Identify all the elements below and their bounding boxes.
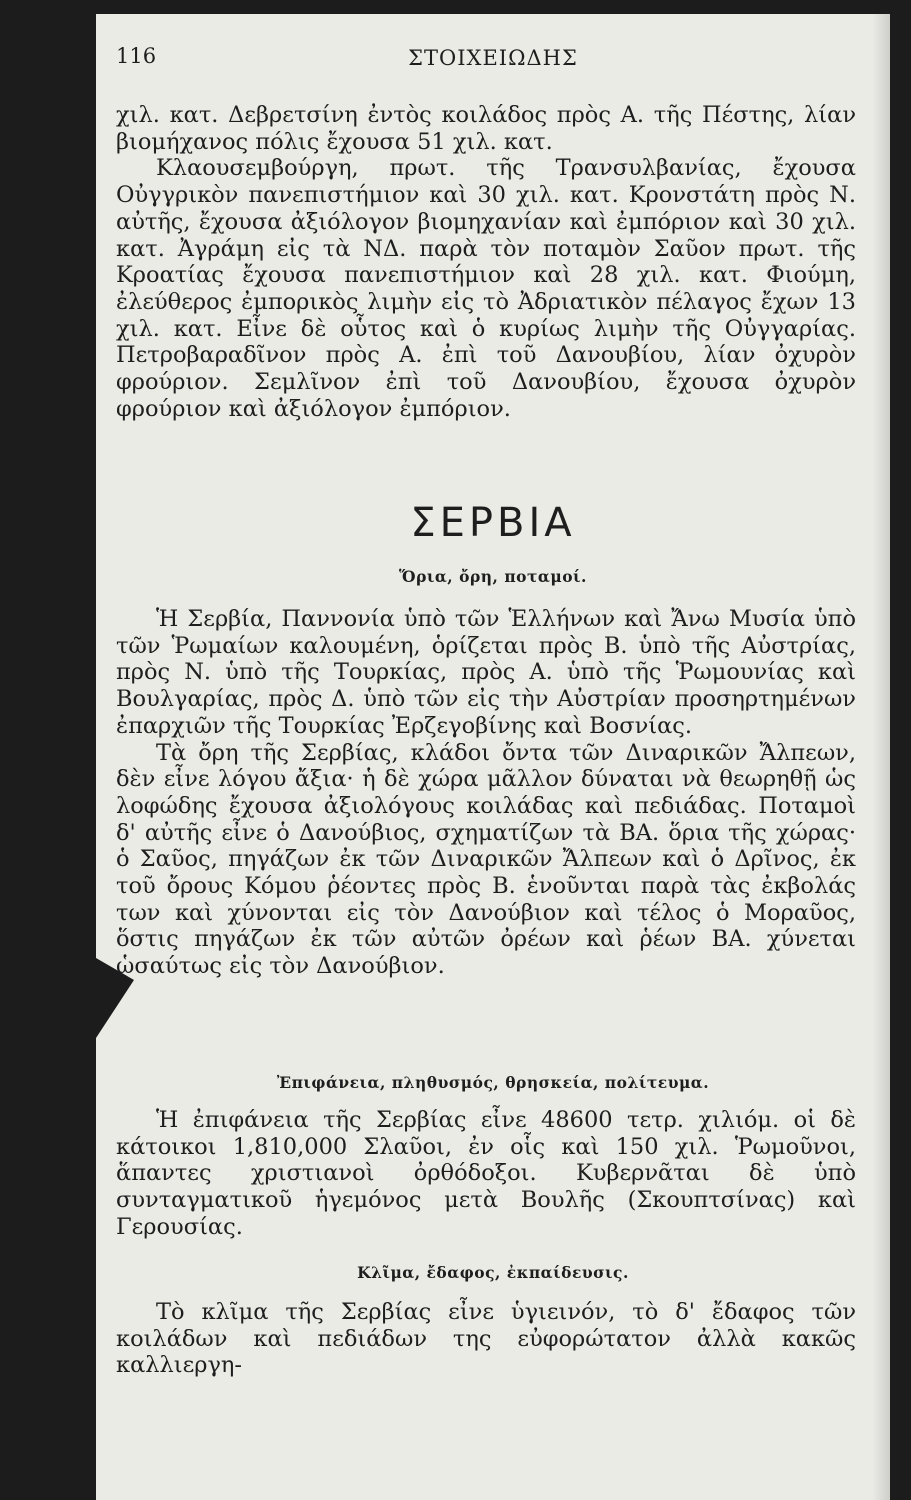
intro-paragraph-1: χιλ. κατ. Δεβρετσίνη ἐντὸς κοιλάδος πρὸς Α. τῆς Πέστης, λίαν βιομήχανος πόλις ἔχουσα 51 χιλ. κατ.	[116, 102, 856, 155]
torn-page-corner	[96, 958, 134, 1038]
climate-text	[116, 1299, 856, 1379]
subhead-area: Ἐπιφάνεια, πληθυσμός, θρησκεία, πολίτευμα.	[276, 1073, 710, 1092]
page-number: 116	[116, 44, 157, 68]
subhead-borders: Ὅρια, ὄρη, ποταμοί.	[399, 567, 587, 586]
borders-text	[116, 606, 856, 980]
area-text	[116, 1107, 856, 1241]
book-page	[96, 14, 890, 1500]
section-title: ΣΕΡΒΙΑ	[410, 500, 576, 546]
subhead-climate: Κλῖμα, ἔδαφος, ἐκπαίδευσις.	[357, 1263, 629, 1282]
borders-paragraph-1: Ἡ Σερβία, Παννονία ὑπὸ τῶν Ἑλλήνων καὶ Ἄνω Μυσία ὑπὸ τῶν Ῥωμαίων καλουμένη, ὁρίζεται πρὸς Β. ὑπὸ τῆς Αὐστρίας, πρὸς Ν. ὑπὸ τῆς Τουρκίας, πρὸς Α. ὑπὸ τῆς Ῥωμουνίας καὶ Βουλγαρίας, πρὸς Δ. ὑπὸ τῶν εἰς τὴν Αὐστρίαν προσηρτημένων ἐπαρχιῶν τῆς Τουρκίας Ἐρζεγοβίνης καὶ Βοσνίας.	[116, 606, 856, 739]
intro-paragraph-2: Κλαουσεμβούργη, πρωτ. τῆς Τρανσυλβανίας, ἔχουσα Οὐγγρικὸν πανεπιστήμιον καὶ 30 χιλ. κατ. Κρονστάτη πρὸς Ν. αὐτῆς, ἔχουσα ἀξιόλογον βιομηχανίαν καὶ ἐμπόριον καὶ 30 χιλ. κατ. Ἀγράμη εἰς τὰ ΝΔ. παρὰ τὸν ποταμὸν Σαῦον πρωτ. τῆς Κροατίας ἔχουσα πανεπιστήμιον καὶ 28 χιλ. κατ. Φιούμη, ἐλεύθερος ἐμπορικὸς λιμὴν εἰς τὸ Ἀδριατικὸν πέλαγος ἔχων 13 χιλ. κατ. Εἶνε δὲ οὗτος καὶ ὁ κυρίως λιμὴν τῆς Οὐγγαρίας. Πετροβαραδῖνον πρὸς Α. ἐπὶ τοῦ Δανουβίου, λίαν ὀχυρὸν φρούριον. Σεμλῖνον ἐπὶ τοῦ Δανουβίου, ἔχουσα ὀχυρὸν φρούριον καὶ ἀξιόλογον ἐμπόριον.	[116, 155, 856, 422]
running-title: ΣΤΟΙΧΕΙΩΔΗΣ	[408, 46, 578, 70]
area-paragraph: Ἡ ἐπιφάνεια τῆς Σερβίας εἶνε 48600 τετρ. χιλιόμ. οἱ δὲ κάτοικοι 1,810,000 Σλαῦοι, ἐν οἷς καὶ 150 χιλ. Ῥωμοῦνοι, ἅπαντες χριστιανοὶ ὀρθόδοξοι. Κυβερνᾶται δὲ ὑπὸ συνταγματικοῦ ἡγεμόνος μετὰ Βουλῆς (Σκουπτσίνας) καὶ Γερουσίας.	[116, 1107, 856, 1240]
borders-paragraph-2: Τὰ ὄρη τῆς Σερβίας, κλάδοι ὄντα τῶν Διναρικῶν Ἄλπεων, δὲν εἶνε λόγου ἄξια· ἡ δὲ χώρα μᾶλλον δύναται νὰ θεωρηθῇ ὡς λοφώδης ἔχουσα ἀξιολόγους κοιλάδας καὶ πεδιάδας. Ποταμοὶ δ' αὐτῆς εἶνε ὁ Δανούβιος, σχηματίζων τὰ ΒΑ. ὅρια τῆς χώρας· ὁ Σαῦος, πηγάζων ἐκ τῶν Διναρικῶν Ἄλπεων καὶ ὁ Δρῖνος, ἐκ τοῦ ὄρους Κόμου ῥέοντες πρὸς Β. ἑνοῦνται παρὰ τὰς ἐκβολάς των καὶ χύνονται εἰς τὸν Δανούβιον καὶ τέλος ὁ Μοραῦος, ὅστις πηγάζων ἐκ τῶν αὐτῶν ὀρέων καὶ ῥέων ΒΑ. χύνεται ὡσαύτως εἰς τὸν Δανούβιον.	[116, 739, 856, 980]
intro-text	[116, 102, 856, 422]
climate-paragraph: Τὸ κλῖμα τῆς Σερβίας εἶνε ὑγιεινόν, τὸ δ' ἔδαφος τῶν κοιλάδων καὶ πεδιάδων της εὐφορώτατον ἀλλὰ κακῶς καλλιεργη-	[116, 1299, 856, 1379]
